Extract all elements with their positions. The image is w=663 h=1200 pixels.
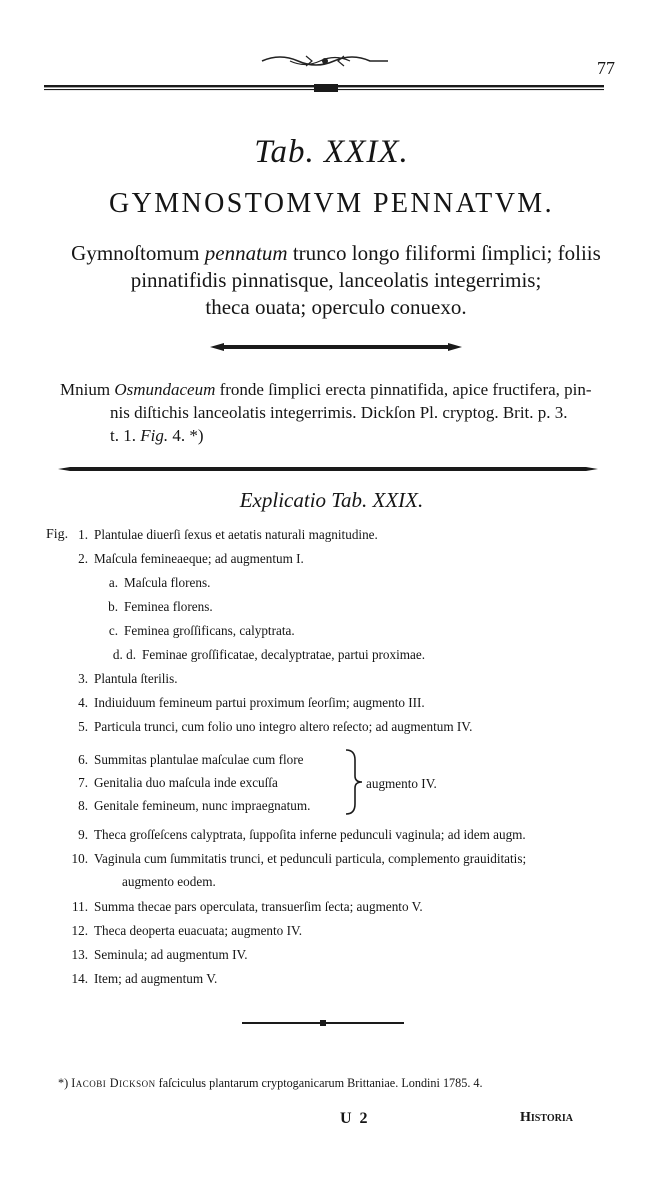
footnote-author: Iacobi Dickson (71, 1076, 156, 1090)
list-item: 6. Summitas plantulae maſculae cum flore (78, 752, 304, 767)
synonym-epithet: Osmundaceum (114, 380, 216, 399)
list-item: 13. Seminula; ad augmentum IV. (71, 947, 248, 962)
list-item: b. Feminea florens. (108, 599, 213, 614)
footnote-text: faſciculus plantarum cryptoganicarum Brittaniae. Londini 1785. 4. (155, 1076, 483, 1090)
list-item: 3. Plantula ſterilis. (78, 671, 178, 686)
list-item: c. Feminea groſſificans, calyptrata. (108, 623, 295, 638)
diagnosis-line-3: theca ouata; operculo conuexo. (205, 295, 467, 319)
list-item: 12. Theca deoperta euacuata; augmento IV. (71, 923, 303, 938)
synonym-line-3 (60, 424, 608, 447)
synonym-fig: Fig. (140, 426, 169, 445)
list-item: 4. Indiuiduum femineum partui proximum ſeorſim; augmento III. (78, 695, 425, 710)
separator-rule (58, 466, 598, 472)
synonym-genus: Mnium (60, 380, 115, 399)
list-item: 2. Maſcula femineaeque; ad augmentum I. (78, 551, 304, 566)
signature-mark: U 2 (340, 1110, 370, 1127)
plate-label: Tab. XXIX. (254, 134, 409, 170)
fig-label: Fig. (46, 527, 69, 542)
list-item: 1. Plantulae diuerſi ſexus et aetatis naturali magnitudine. (78, 527, 378, 542)
synonym-fig-number: 4. *) (168, 426, 204, 445)
list-item: 8. Genitale femineum, nunc impraegnatum. (78, 798, 311, 813)
double-rule-top (44, 84, 604, 92)
short-rule (242, 1020, 404, 1026)
list-item: 7. Genitalia duo maſcula inde excuſſa (78, 775, 278, 790)
diagnosis-line-2: pinnatifidis pinnatisque, lanceolatis integerrimis; (130, 268, 542, 292)
list-item: 9. Theca groſſeſcens calyptrata, ſuppoſita inferne pedunculi vaginula; ad idem augm. (78, 827, 526, 842)
list-item: augmento eodem. (122, 874, 216, 889)
ornament-flourish-top (260, 50, 390, 72)
list-item: 11. Summa thecae pars operculata, transuerſim ſecta; augmento V. (72, 899, 423, 914)
footnote-mark: *) (58, 1076, 69, 1090)
diagnosis-text-2: trunco longo filiformi ſimplici; foliis (287, 241, 601, 265)
list-item: 5. Particula trunci, cum folio uno integro altero reſecto; ad augmentum IV. (78, 719, 473, 734)
explicatio-title: Explicatio Tab. XXIX. (239, 488, 424, 512)
ornament-rule-middle (210, 340, 462, 354)
curly-brace (342, 748, 364, 816)
synonym-line-2: nis diſtichis lanceolatis integerrimis. Dickſon Pl. cryptog. Brit. p. 3. (110, 403, 568, 422)
footnote (58, 1076, 628, 1091)
page-number: 77 (597, 58, 615, 78)
synonym-citation (60, 378, 608, 447)
species-title: GYMNOSTOMVM PENNATVM. (108, 188, 555, 219)
list-item: 10. Vaginula cum ſummitatis trunci, et pedunculi particula, complemento grauiditatis; (71, 851, 527, 866)
synonym-plate: t. 1. (110, 426, 141, 445)
list-item: a. Maſcula florens. (108, 575, 211, 590)
synonym-line-1: fronde ſimplici erecta pinnatifida, apice fructifera, pin- (215, 380, 592, 399)
catchword: Historia (520, 1110, 573, 1125)
diagnosis-text-1: Gymnoſtomum (71, 241, 205, 265)
list-item: 14. Item; ad augmentum V. (71, 971, 218, 986)
diagnosis-epithet: pennatum (204, 241, 288, 265)
species-diagnosis (46, 240, 626, 321)
bracket-label: augmento IV. (366, 776, 437, 791)
list-item: d. d. Feminae groſſificatae, decalyptratae, partui proximae. (112, 647, 426, 662)
